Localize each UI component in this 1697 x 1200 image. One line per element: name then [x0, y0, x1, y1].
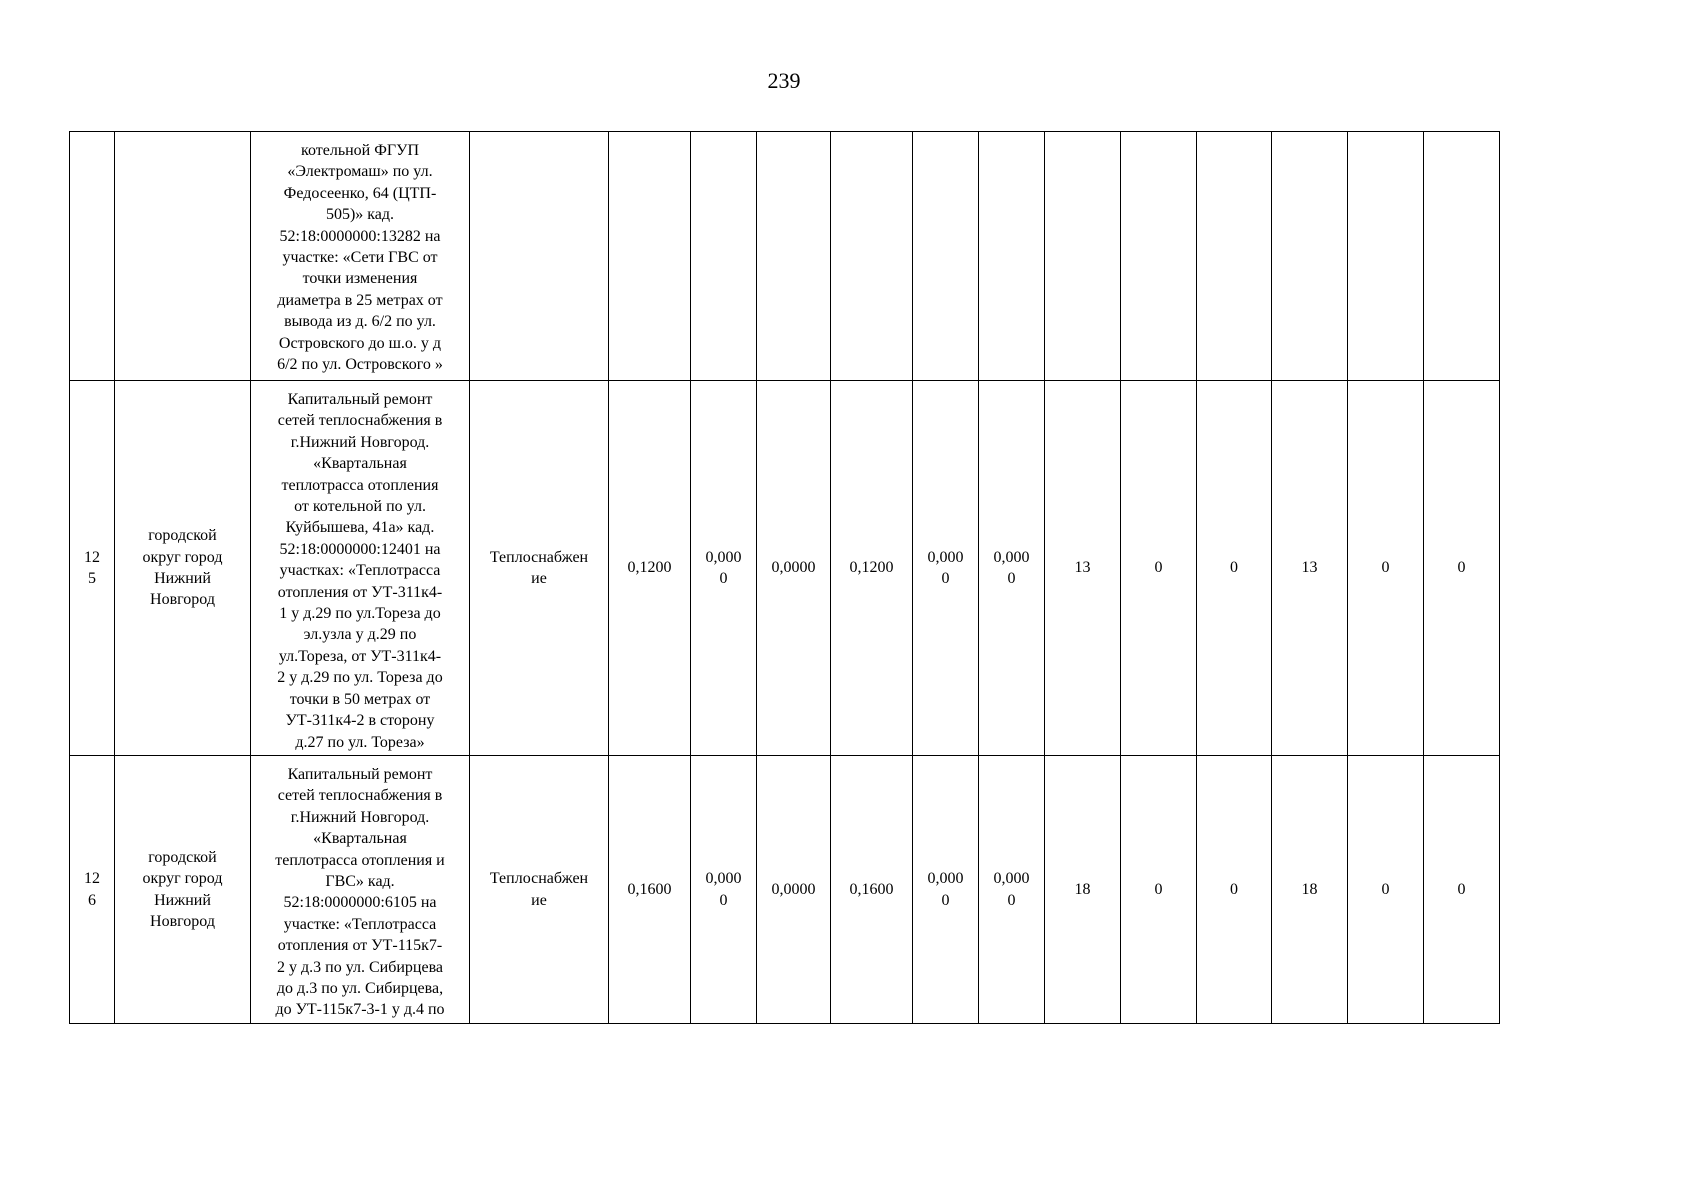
- cell-text-line: от котельной по ул.: [294, 498, 426, 516]
- cell-text-line: 0,000: [927, 548, 964, 566]
- cell-text-line: Капитальный ремонт: [287, 391, 433, 408]
- table-row: [70, 132, 1500, 381]
- cell-text-line: Островского до ш.о. у д: [278, 334, 442, 352]
- count-cell-5: [1348, 132, 1424, 381]
- cell-text-line: 12: [84, 548, 100, 566]
- cell-text-line: Куйбышева, 41а» кад.: [285, 519, 435, 537]
- cell-text-line: точки изменения: [302, 270, 418, 288]
- cell-text-line: 1 у д.29 по ул.Тореза до: [279, 605, 441, 623]
- cell-text-line: до УТ-115к7-3-1 у д.4 по: [275, 1001, 445, 1019]
- cell-text-line: ие: [531, 891, 547, 909]
- cell-text-line: участках: «Теплотрасса: [279, 562, 441, 580]
- cell-text-line: «Квартальная: [313, 455, 407, 473]
- value-cell-2: [691, 756, 757, 1024]
- cell-text-line: 0: [1007, 570, 1016, 587]
- cell-text-line: 0: [719, 891, 728, 909]
- cell-text-line: ул.Тореза, от УТ-311к4-: [278, 647, 442, 665]
- count-cell-1: 18: [1045, 756, 1121, 1024]
- cell-text-line: Нижний: [154, 891, 211, 909]
- count-cell-5: 0: [1348, 756, 1424, 1024]
- value-cell-1: 0,1600: [609, 756, 691, 1024]
- count-cell-4: 18: [1272, 756, 1348, 1024]
- cell-text-line: 0: [941, 570, 950, 587]
- count-cell-2: [1121, 132, 1197, 381]
- count-cell-4: [1272, 132, 1348, 381]
- data-table: [69, 131, 1500, 1024]
- count-cell-3: 0: [1197, 381, 1272, 756]
- municipality-cell: [115, 381, 251, 756]
- type-cell: [470, 132, 609, 381]
- value-cell-4: 0,1600: [831, 756, 913, 1024]
- cell-text-line: Капитальный ремонт: [287, 766, 433, 783]
- cell-text-line: 0,000: [705, 870, 742, 888]
- value-cell-3: 0,0000: [757, 756, 831, 1024]
- cell-text-line: точки в 50 метрах от: [289, 690, 431, 708]
- cell-text-line: Теплоснабжен: [489, 870, 589, 888]
- value-cell-5: [913, 132, 979, 381]
- row-number-cell: [70, 132, 115, 381]
- cell-text-line: ГВС» кад.: [325, 873, 395, 891]
- cell-text-line: Новгород: [150, 591, 215, 609]
- cell-text-line: округ город: [142, 548, 223, 566]
- count-cell-2: 0: [1121, 756, 1197, 1024]
- value-cell-1: [609, 132, 691, 381]
- table-row: [70, 381, 1500, 756]
- cell-text-line: теплотрасса отопления и: [275, 851, 445, 869]
- table-row: [70, 756, 1500, 1024]
- count-cell-3: [1197, 132, 1272, 381]
- cell-text-line: 0,000: [993, 548, 1030, 566]
- cell-text-line: 6/2 по ул. Островского »: [277, 356, 443, 374]
- cell-text-line: котельной ФГУП: [300, 142, 420, 159]
- cell-text-line: ие: [531, 570, 547, 587]
- cell-text-line: Федосеенко, 64 (ЦТП-: [283, 184, 437, 202]
- cell-text-line: вывода из д. 6/2 по ул.: [284, 313, 436, 331]
- municipality-cell: [115, 132, 251, 381]
- cell-text-line: 505)» кад.: [325, 206, 395, 224]
- cell-text-line: 0,000: [705, 548, 742, 566]
- value-cell-2: [691, 381, 757, 756]
- value-cell-1: 0,1200: [609, 381, 691, 756]
- cell-text-line: сетей теплоснабжения в: [277, 787, 443, 805]
- cell-text-line: 5: [88, 570, 96, 587]
- count-cell-2: 0: [1121, 381, 1197, 756]
- cell-text-line: 6: [88, 891, 96, 909]
- description-cell: [251, 381, 470, 756]
- cell-text-line: г.Нижний Новгород.: [290, 808, 430, 826]
- cell-text-line: «Электромаш» по ул.: [287, 163, 433, 181]
- cell-text-line: отопления от УТ-115к7-: [277, 937, 443, 955]
- cell-text-line: 2 у д.29 по ул. Тореза до: [277, 669, 443, 687]
- cell-text-line: городской: [148, 527, 217, 545]
- count-cell-4: 13: [1272, 381, 1348, 756]
- type-cell: [470, 756, 609, 1024]
- cell-text-line: до д.3 по ул. Сибирцева,: [276, 980, 444, 998]
- cell-text-line: округ город: [142, 870, 223, 888]
- cell-text-line: 0: [719, 570, 728, 587]
- type-cell: [470, 381, 609, 756]
- cell-text-line: диаметра в 25 метрах от: [277, 291, 443, 309]
- cell-text-line: 0,000: [993, 870, 1030, 888]
- value-cell-6: [979, 756, 1045, 1024]
- count-cell-1: 13: [1045, 381, 1121, 756]
- cell-text-line: 0,000: [927, 870, 964, 888]
- value-cell-5: [913, 381, 979, 756]
- page-number: 239: [767, 68, 801, 93]
- count-cell-1: [1045, 132, 1121, 381]
- cell-text-line: 0: [1007, 891, 1016, 909]
- value-cell-6: [979, 132, 1045, 381]
- cell-text-line: эл.узла у д.29 по: [303, 626, 417, 644]
- cell-text-line: УТ-311к4-2 в сторону: [285, 712, 435, 730]
- cell-text-line: 0: [941, 891, 950, 909]
- value-cell-4: [831, 132, 913, 381]
- count-cell-6: 0: [1424, 756, 1500, 1024]
- cell-text-line: г.Нижний Новгород.: [290, 433, 430, 451]
- value-cell-2: [691, 132, 757, 381]
- municipality-cell: [115, 756, 251, 1024]
- cell-text-line: отопления от УТ-311к4-: [277, 583, 443, 601]
- cell-text-line: сетей теплоснабжения в: [277, 412, 443, 430]
- cell-text-line: участке: «Сети ГВС от: [282, 249, 438, 267]
- value-cell-5: [913, 756, 979, 1024]
- count-cell-5: 0: [1348, 381, 1424, 756]
- cell-text-line: Нижний: [154, 570, 211, 587]
- cell-text-line: 52:18:0000000:13282 на: [279, 227, 441, 245]
- count-cell-6: 0: [1424, 381, 1500, 756]
- value-cell-6: [979, 381, 1045, 756]
- value-cell-3: [757, 132, 831, 381]
- value-cell-4: 0,1200: [831, 381, 913, 756]
- row-number-cell: [70, 756, 115, 1024]
- description-cell: [251, 756, 470, 1024]
- cell-text-line: «Квартальная: [313, 830, 407, 848]
- count-cell-3: 0: [1197, 756, 1272, 1024]
- value-cell-3: 0,0000: [757, 381, 831, 756]
- cell-text-line: участке: «Теплотрасса: [283, 915, 437, 933]
- cell-text-line: теплотрасса отопления: [281, 476, 439, 494]
- description-cell: [251, 132, 470, 381]
- count-cell-6: [1424, 132, 1500, 381]
- cell-text-line: Теплоснабжен: [489, 548, 589, 566]
- row-number-cell: [70, 381, 115, 756]
- cell-text-line: Новгород: [150, 912, 215, 930]
- cell-text-line: 52:18:0000000:12401 на: [279, 540, 441, 558]
- cell-text-line: д.27 по ул. Тореза»: [295, 733, 425, 751]
- cell-text-line: 2 у д.3 по ул. Сибирцева: [276, 958, 444, 976]
- cell-text-line: 52:18:0000000:6105 на: [283, 894, 437, 912]
- cell-text-line: городской: [148, 848, 217, 866]
- cell-text-line: 12: [84, 870, 100, 888]
